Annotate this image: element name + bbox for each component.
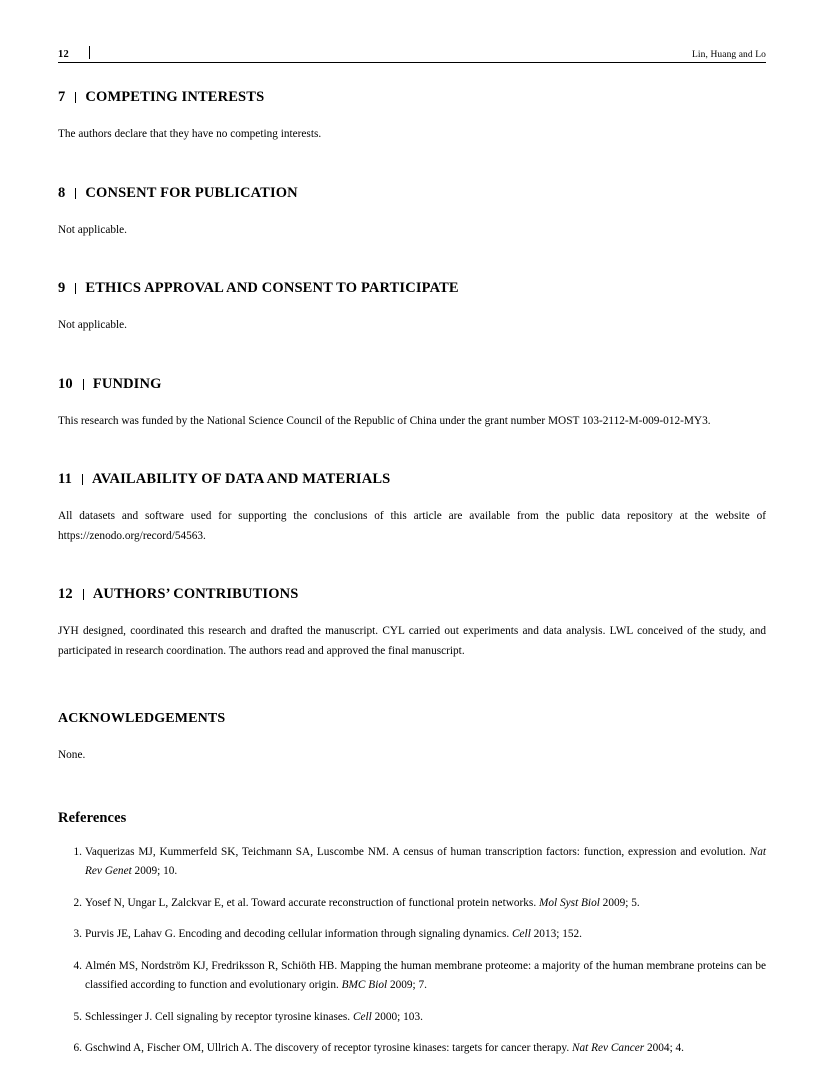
reference-text-pre: Gschwind A, Fischer OM, Ullrich A. The discovery of receptor tyrosine kinases: targets for cancer therapy. <box>85 1042 572 1054</box>
section-body-ethics-approval: Not applicable. <box>58 319 128 331</box>
reference-number: 5. <box>73 1010 82 1023</box>
reference-text-post: 2000; 103. <box>371 1010 423 1023</box>
reference-item <box>58 894 766 914</box>
reference-item <box>58 925 766 945</box>
section-number: 10 <box>58 375 73 392</box>
reference-text-pre: Yosef N, Ungar L, Zalckvar E, et al. Toward accurate reconstruction of functional protein networks. <box>85 896 539 909</box>
section-body-authors-contributions: JYH designed, coordinated this research and drafted the manuscript. CYL carried out experiments and data analysis. LWL conceived of the study, and participated in research coordination. The authors read and approved the final manuscript. <box>58 625 766 657</box>
reference-journal: Mol Syst Biol <box>538 896 600 909</box>
reference-journal: Nat Rev Genet <box>85 845 766 877</box>
section-body-funding: This research was funded by the National Science Council of the Republic of China under the grant number MOST 103-2112-M-009-012-MY3. <box>58 414 711 427</box>
section-number: 12 <box>58 586 73 602</box>
section-title: FUNDING <box>92 375 162 392</box>
section-divider-bar <box>75 188 76 199</box>
section-heading-authors-contributions <box>58 586 766 603</box>
section-title: ETHICS APPROVAL AND CONSENT TO PARTICIPATE <box>85 280 459 296</box>
section-number: 8 <box>58 184 66 201</box>
section-number: 7 <box>58 89 66 105</box>
section-divider-bar <box>75 92 76 103</box>
section-heading-consent-for-publication <box>58 185 766 202</box>
reference-item <box>58 1008 766 1028</box>
page-content <box>58 44 766 1071</box>
reference-text-post: 2013; 152. <box>530 928 582 940</box>
section-heading-availability-of-data <box>58 471 766 488</box>
running-header-authors: Lin, Huang and Lo <box>692 50 766 60</box>
reference-number: 6. <box>73 1042 82 1054</box>
reference-number: 4. <box>73 959 82 972</box>
running-header <box>58 44 766 60</box>
page-number: 12 <box>58 49 69 60</box>
section-title: AUTHORS’ CONTRIBUTIONS <box>92 586 299 602</box>
reference-text-post: 2009; 5. <box>599 896 640 909</box>
section-heading-ethics-approval <box>58 280 766 297</box>
section-body-competing-interests: The authors declare that they have no competing interests. <box>58 128 322 140</box>
section-heading-funding <box>58 376 766 393</box>
reference-item <box>58 843 766 882</box>
reference-journal: Cell <box>512 928 531 940</box>
reference-text-post: 2009; 7. <box>387 979 427 991</box>
reference-journal: Nat Rev Cancer <box>572 1042 645 1054</box>
section-title: CONSENT FOR PUBLICATION <box>85 184 298 201</box>
header-divider-bar <box>89 46 90 59</box>
section-divider-bar <box>75 283 76 294</box>
section-divider-bar <box>82 474 83 485</box>
reference-text-pre: Schlessinger J. Cell signaling by receptor tyrosine kinases. <box>85 1010 353 1023</box>
reference-text-post: 2004; 4. <box>644 1042 685 1054</box>
reference-journal: BMC Biol <box>341 979 388 991</box>
section-divider-bar <box>83 379 84 390</box>
section-heading-competing-interests <box>58 89 766 106</box>
reference-number: 1. <box>73 845 82 858</box>
references-heading: References <box>58 809 127 826</box>
reference-text-pre: Purvis JE, Lahav G. Encoding and decoding cellular information through signaling dynamics. <box>85 928 512 940</box>
reference-number: 3. <box>73 928 82 940</box>
reference-text-pre: Almén MS, Nordström KJ, Fredriksson R, Schiöth HB. Mapping the human membrane proteome: a majority of the human membrane proteins can be classified according to function and evolutionary origin. <box>85 959 766 991</box>
reference-item <box>58 957 766 996</box>
acknowledgements-heading: ACKNOWLEDGEMENTS <box>58 711 226 726</box>
section-body-consent-for-publication: Not applicable. <box>58 223 128 236</box>
section-number: 9 <box>58 280 66 296</box>
reference-text-pre: Vaquerizas MJ, Kummerfeld SK, Teichmann SA, Luscombe NM. A census of human transcription factors: function, expression and evolution. <box>85 845 750 858</box>
section-title: AVAILABILITY OF DATA AND MATERIALS <box>92 471 391 487</box>
reference-number: 2. <box>73 896 82 909</box>
section-title: COMPETING INTERESTS <box>85 89 265 105</box>
section-divider-bar <box>83 589 84 600</box>
section-number: 11 <box>58 471 72 487</box>
reference-item <box>58 1039 766 1059</box>
acknowledgements-body: None. <box>58 749 86 761</box>
reference-text-post: 2009; 10. <box>131 865 178 877</box>
reference-list <box>58 843 766 1059</box>
section-body-availability-of-data: All datasets and software used for supporting the conclusions of this article are available from the public data repository at the website of https://zenodo.org/record/54563. <box>58 510 766 542</box>
reference-journal: Cell <box>352 1010 372 1023</box>
